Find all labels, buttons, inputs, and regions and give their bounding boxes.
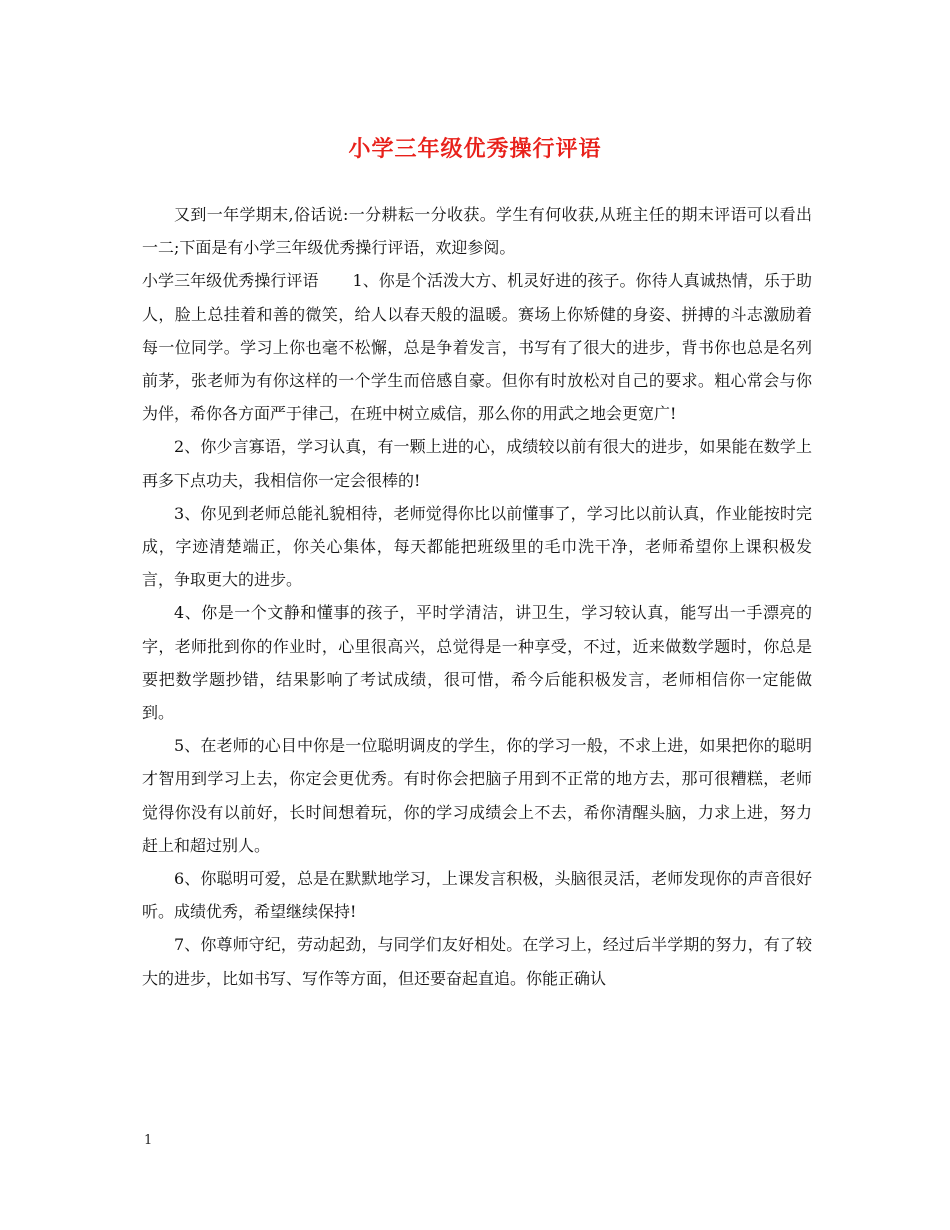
document-title: 小学三年级优秀操行评语 xyxy=(348,136,602,162)
document-body xyxy=(142,198,812,995)
comment-paragraph-4: 4、你是一个文静和懂事的孩子，平时学清洁，讲卫生，学习较认真，能写出一手漂亮的字，老师批到你的作业时，心里很高兴，总觉得是一种享受，不过，近来做数学题时，你总是要把数学题抄错，结果影响了考试成绩，很可惜，希今后能积极发言，老师相信你一定能做到。 xyxy=(142,603,812,723)
comment-paragraph-3: 3、你见到老师总能礼貌相待，老师觉得你比以前懂事了，学习比以前认真，作业能按时完成，字迹清楚端正，你关心集体，每天都能把班级里的毛巾洗干净，老师希望你上课积极发言，争取更大的进步。 xyxy=(142,503,812,590)
comment-paragraph-5: 5、在老师的心目中你是一位聪明调皮的学生，你的学习一般，不求上进，如果把你的聪明才智用到学习上去，你定会更优秀。有时你会把脑子用到不正常的地方去，那可很糟糕，老师觉得你没有以前好，长时间想着玩，你的学习成绩会上不去，希你清醒头脑，力求上进，努力赶上和超过别人。 xyxy=(142,736,812,855)
first-comment-paragraph xyxy=(142,264,812,430)
comment-paragraph-6: 6、你聪明可爱，总是在默默地学习，上课发言积极，头脑很灵活，老师发现你的声音很好听。成绩优秀，希望继续保持! xyxy=(142,869,812,922)
section-heading: 小学三年级优秀操行评语 xyxy=(142,271,319,291)
intro-paragraph: 又到一年学期末,俗话说:一分耕耘一分收获。学生有何收获,从班主任的期末评语可以看出一二;下面是有小学三年级优秀操行评语，欢迎参阅。 xyxy=(142,205,812,258)
page-number: 1 xyxy=(144,1133,153,1148)
comment-paragraph-2: 2、你少言寡语，学习认真，有一颗上进的心，成绩较以前有很大的进步，如果能在数学上再多下点功夫，我相信你一定会很棒的! xyxy=(142,437,812,490)
comment-paragraph-7: 7、你尊师守纪，劳动起劲，与同学们友好相处。在学习上，经过后半学期的努力，有了较大的进步，比如书写、写作等方面，但还要奋起直追。你能正确认 xyxy=(142,935,812,988)
comment-paragraph-1: 1、你是个活泼大方、机灵好进的孩子。你待人真诚热情，乐于助人，脸上总挂着和善的微笑，给人以春天般的温暖。赛场上你矫健的身姿、拼搏的斗志激励着每一位同学。学习上你也毫不松懈，总是争着发言，书写有了很大的进步，背书你也总是名列前茅，张老师为有你这样的一个学生而倍感自豪。但你有时放松对自己的要求。粗心常会与你为伴，希你各方面严于律己，在班中树立威信，那么你的用武之地会更宽广! xyxy=(142,271,812,424)
